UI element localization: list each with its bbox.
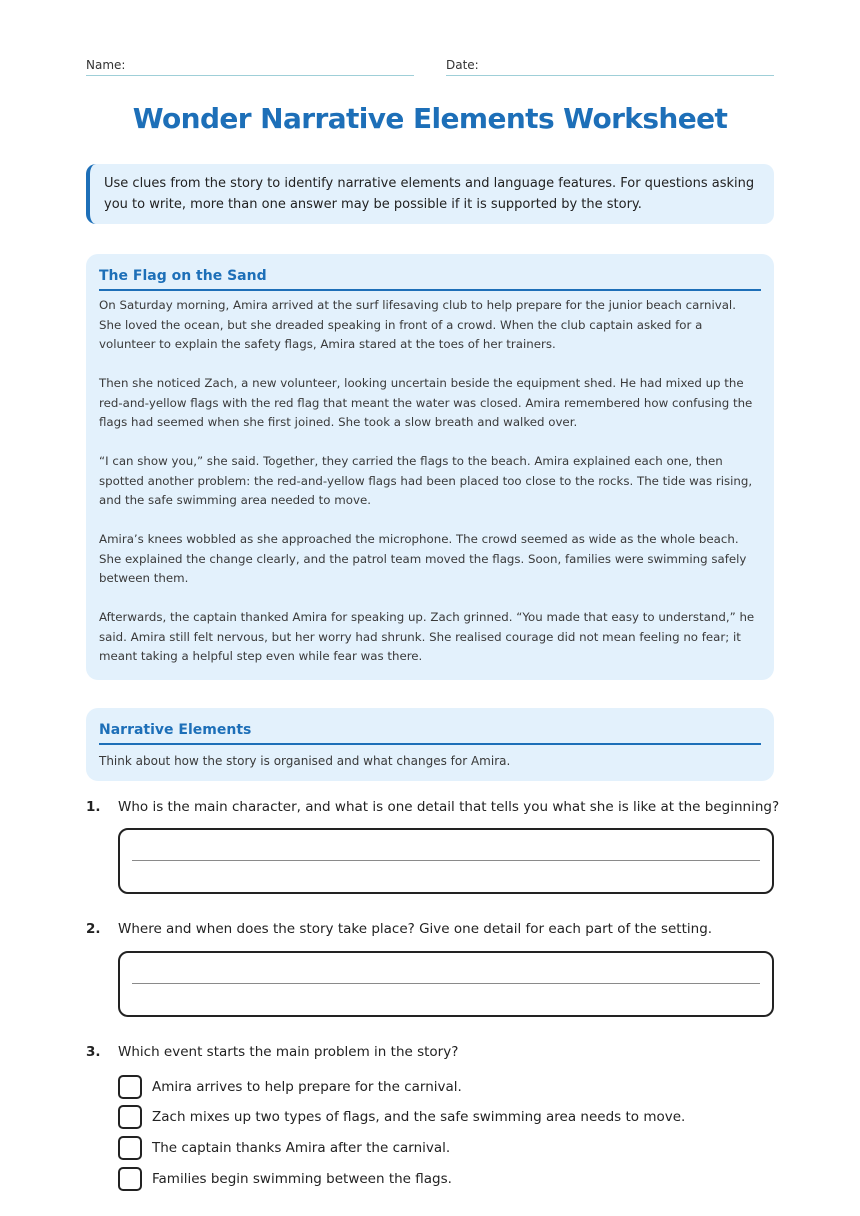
story-paragraph: Amira’s knees wobbled as she approached the microphone. The crowd seemed as wide as the whole beach. She explained the change clearly, and the patrol team moved the flags. Soon, families were swimming safely between them. (99, 532, 747, 585)
option-text: The captain thanks Amira after the carnival. (152, 1140, 451, 1156)
story-text (99, 296, 761, 667)
story-panel (86, 254, 774, 680)
checkbox[interactable] (118, 1136, 142, 1160)
answer-box[interactable] (118, 828, 774, 894)
checkbox[interactable] (118, 1105, 142, 1129)
checkbox[interactable] (118, 1075, 142, 1099)
story-paragraph: Afterwards, the captain thanked Amira for speaking up. Zach grinned. “You made that easy to understand,” he said. Amira still felt nervous, but her worry had shrunk. She realised courage did not mean feeling no fear; it meant taking a helpful step even while fear was there. (99, 610, 755, 663)
story-paragraph: Then she noticed Zach, a new volunteer, looking uncertain beside the equipment shed. He had mixed up the red-and-yellow flags with the red flag that meant the water was closed. Amira remembered how confusing the flags had seemed when she first joined. She took a slow breath and walked over. (99, 376, 753, 429)
question-text: Who is the main character, and what is one detail that tells you what she is like at the beginning? (118, 799, 780, 815)
answer-line (132, 860, 760, 861)
story-paragraph: “I can show you,” she said. Together, they carried the flags to the beach. Amira explained each one, then spotted another problem: the red-and-yellow flags had been placed too close to the rocks. The tide was rising, and the safe swimming area needed to move. (99, 454, 753, 507)
option-d[interactable] (118, 1167, 758, 1193)
question-number: 1. (86, 799, 101, 815)
question-text: Where and when does the story take place? Give one detail for each part of the setting. (118, 921, 713, 937)
answer-line (132, 983, 760, 984)
story-paragraph: On Saturday morning, Amira arrived at the surf lifesaving club to help prepare for the junior beach carnival. She loved the ocean, but she dreaded speaking in front of a crowd. When the club captain asked for a volunteer to explain the safety flags, Amira stared at the toes of her trainers. (99, 298, 736, 351)
worksheet-title: Wonder Narrative Elements Worksheet (132, 102, 728, 135)
question-3 (86, 1042, 774, 1202)
option-text: Zach mixes up two types of flags, and the safe swimming area needs to move. (152, 1109, 686, 1125)
name-label: Name: (86, 58, 126, 72)
answer-box[interactable] (118, 951, 774, 1017)
instructions-box (86, 164, 774, 224)
question-number: 2. (86, 921, 101, 937)
section-subtitle: Think about how the story is organised and what changes for Amira. (99, 754, 511, 768)
question-text: Which event starts the main problem in the story? (118, 1044, 459, 1060)
instructions-text: Use clues from the story to identify narrative elements and language features. For questions asking you to write, more than one answer may be possible if it is supported by the story. (104, 176, 755, 212)
date-field[interactable] (446, 54, 774, 76)
option-c[interactable] (118, 1136, 758, 1162)
narrative-elements-panel (86, 708, 774, 781)
option-b[interactable] (118, 1105, 758, 1131)
question-number: 3. (86, 1044, 101, 1060)
story-title: The Flag on the Sand (99, 266, 761, 291)
option-a[interactable] (118, 1075, 758, 1101)
name-date-row (86, 54, 774, 76)
date-label: Date: (446, 58, 479, 72)
question-1 (86, 797, 780, 897)
section-title: Narrative Elements (99, 720, 761, 745)
option-text: Amira arrives to help prepare for the carnival. (152, 1079, 462, 1095)
question-2 (86, 919, 774, 1019)
name-field[interactable] (86, 54, 414, 76)
checkbox[interactable] (118, 1167, 142, 1191)
option-text: Families begin swimming between the flags. (152, 1171, 452, 1187)
